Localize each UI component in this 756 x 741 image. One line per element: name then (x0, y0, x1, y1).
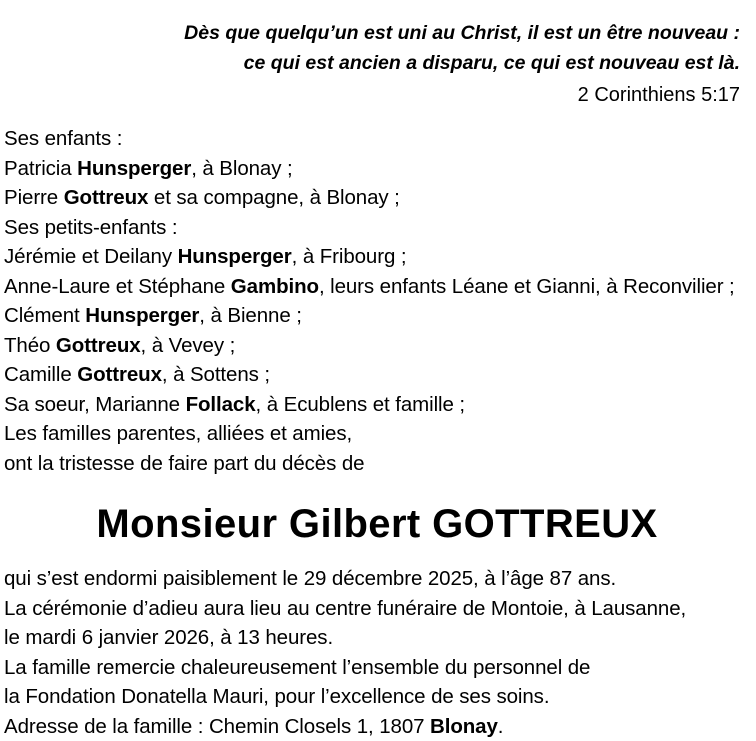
surname: Gottreux (77, 363, 162, 386)
surname: Hunsperger (178, 245, 292, 268)
details-line-5: la Fondation Donatella Mauri, pour l’excellence de ses soins. (4, 682, 750, 712)
surname: Blonay (430, 715, 498, 738)
details-line-4: La famille remercie chaleureusement l’ensemble du personnel de (4, 653, 750, 683)
family-line-5: Jérémie et Deilany Hunsperger, à Fribourg ; (4, 242, 750, 272)
family-line-4: Ses petits-enfants : (4, 213, 750, 243)
details-line-1: qui s’est endormi paisiblement le 29 décembre 2025, à l’âge 87 ans. (4, 564, 750, 594)
details-line-3: le mardi 6 janvier 2026, à 13 heures. (4, 623, 750, 653)
family-list (4, 124, 750, 478)
scripture-reference: 2 Corinthiens 5:17 (4, 80, 750, 110)
family-line-10: Sa soeur, Marianne Follack, à Ecublens et famille ; (4, 390, 750, 420)
family-line-11: Les familles parentes, alliées et amies, (4, 419, 750, 449)
surname: Hunsperger (77, 157, 191, 180)
family-line-7: Clément Hunsperger, à Bienne ; (4, 301, 750, 331)
surname: Gottreux (64, 186, 149, 209)
surname: Gottreux (56, 334, 141, 357)
surname: Follack (186, 393, 256, 416)
family-line-8: Théo Gottreux, à Vevey ; (4, 331, 750, 361)
family-line-1: Ses enfants : (4, 124, 750, 154)
family-line-9: Camille Gottreux, à Sottens ; (4, 360, 750, 390)
epigraph-line-2: ce qui est ancien a disparu, ce qui est nouveau est là. (4, 48, 740, 78)
service-details (4, 564, 750, 741)
epigraph-line-1: Dès que quelqu’un est uni au Christ, il est un être nouveau : (4, 18, 740, 48)
family-line-6: Anne-Laure et Stéphane Gambino, leurs enfants Léane et Gianni, à Reconvilier ; (4, 272, 750, 302)
surname: Hunsperger (85, 304, 199, 327)
family-line-3: Pierre Gottreux et sa compagne, à Blonay ; (4, 183, 750, 213)
family-line-2: Patricia Hunsperger, à Blonay ; (4, 154, 750, 184)
details-line-6: Adresse de la famille : Chemin Closels 1, 1807 Blonay. (4, 712, 750, 741)
epigraph-quote (4, 18, 750, 78)
surname: Gambino (231, 275, 319, 298)
details-line-2: La cérémonie d’adieu aura lieu au centre funéraire de Montoie, à Lausanne, (4, 594, 750, 624)
deceased-name: Monsieur Gilbert GOTTREUX (4, 500, 750, 548)
family-line-12: ont la tristesse de faire part du décès de (4, 449, 750, 479)
